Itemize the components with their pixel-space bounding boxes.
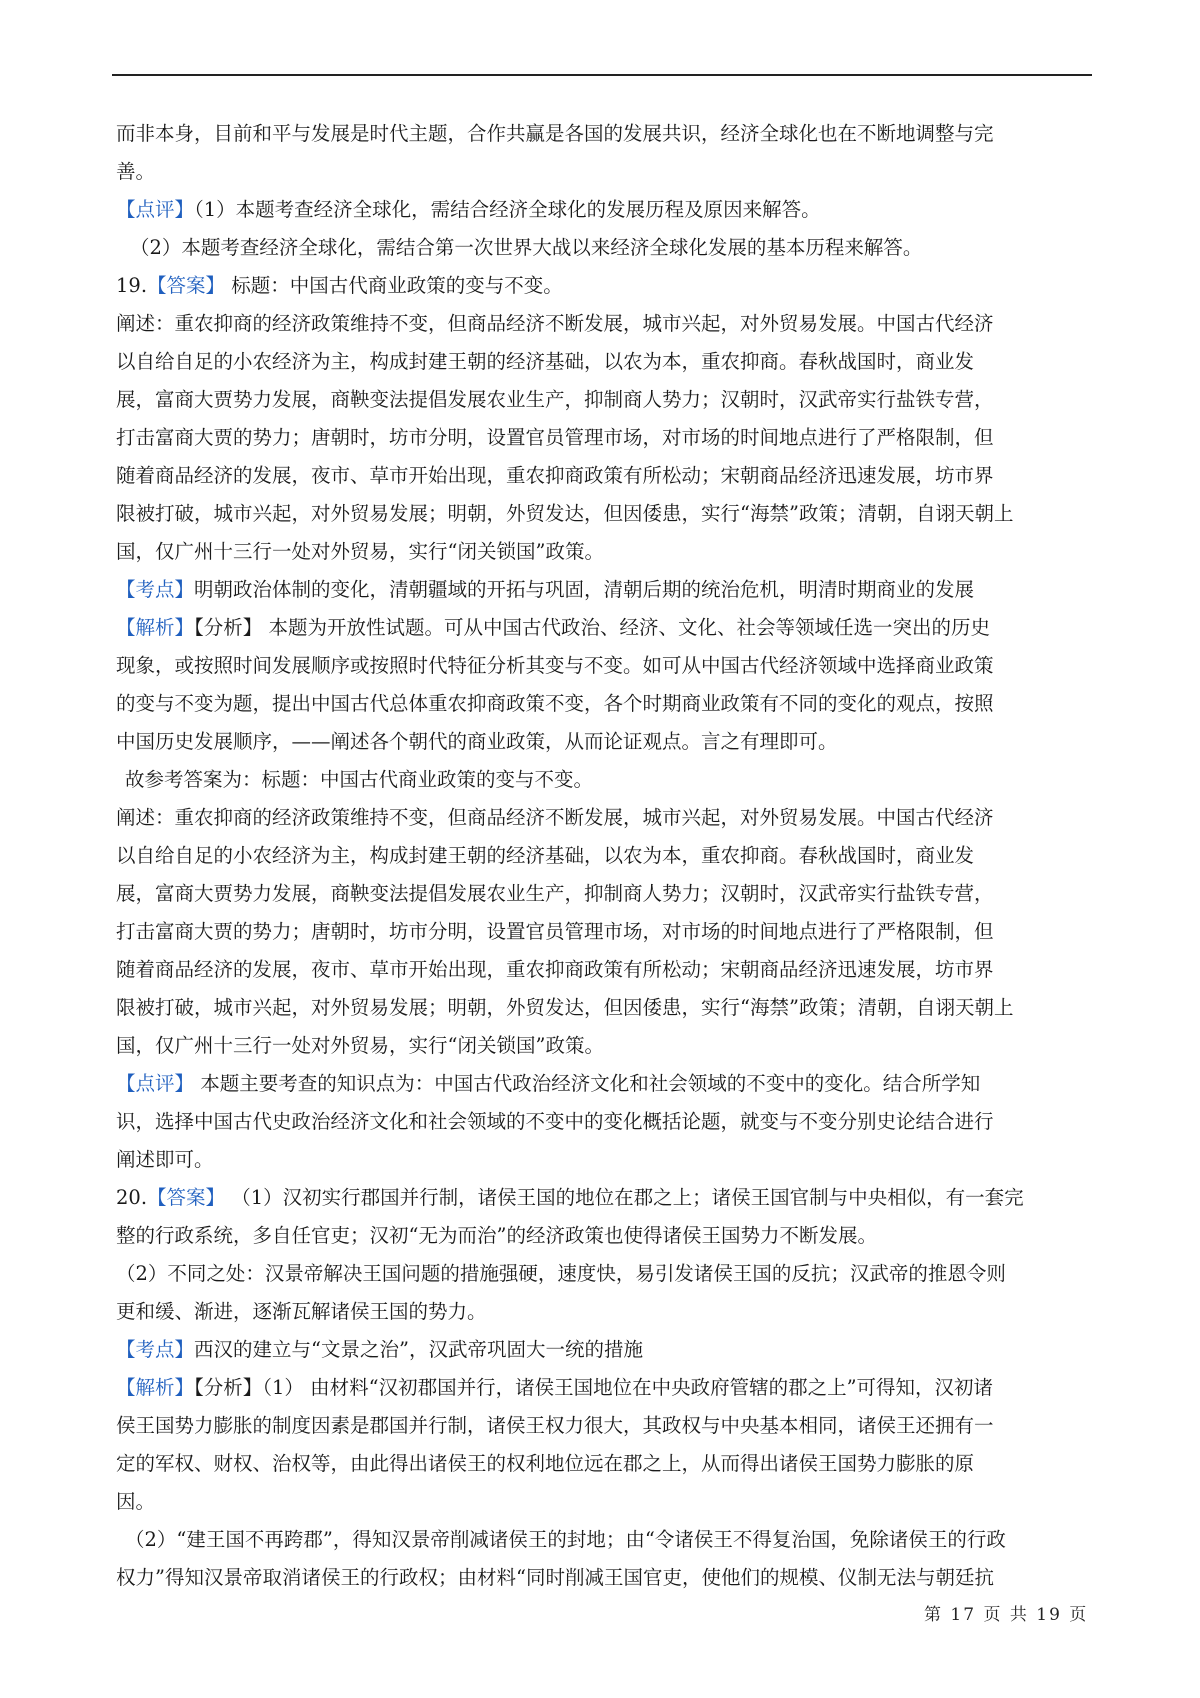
text-line: [116, 1065, 1106, 1103]
text-line: [116, 1369, 1106, 1407]
text-line: 以自给自足的小农经济为主，构成封建王朝的经济基础，以农为本，重农抑商。春秋战国时，商业发: [116, 350, 975, 373]
text-line: 侯王国势力膨胀的制度因素是郡国并行制，诸侯王权力很大，其政权与中央基本相同，诸侯王还拥有一: [116, 1414, 994, 1437]
page-content: [116, 115, 1106, 1597]
text-line: 整的行政系统，多自任官吏；汉初“无为而治”的经济政策也使得诸侯王国势力不断发展。: [116, 1224, 877, 1247]
text-line: 善。: [116, 160, 156, 183]
jiexi-text: 【分析】（1） 由材料“汉初郡国并行，诸侯王国地位在中央政府管辖的郡之上”可得知，汉初诸: [194, 1376, 994, 1399]
kaodian-tag: 【考点】: [116, 1338, 195, 1361]
text-line: 故参考答案为：标题：中国古代商业政策的变与不变。: [125, 768, 594, 791]
question-20-answer: [116, 1179, 1106, 1217]
answer-text: 标题：中国古代商业政策的变与不变。: [225, 274, 563, 297]
text-line: 限被打破，城市兴起，对外贸易发展；明朝，外贸发达，但因倭患，实行“海禁”政策；清朝，自诩天朝上: [116, 502, 1014, 525]
question-number: 19.: [116, 274, 148, 297]
text-line: 更和缓、渐进，逐渐瓦解诸侯王国的势力。: [116, 1300, 487, 1323]
text-line: [116, 1331, 1106, 1369]
comment-tag: 【点评】: [116, 198, 195, 221]
text-line: （2）不同之处：汉景帝解决王国问题的措施强硬，速度快，易引发诸侯王国的反抗；汉武帝的推恩令则: [116, 1262, 1006, 1285]
comment-text: 本题主要考查的知识点为：中国古代政治经济文化和社会领域的不变中的变化。结合所学知: [194, 1072, 981, 1095]
text-line: [116, 609, 1106, 647]
question-19-answer: [116, 267, 1106, 305]
text-line: 阐述：重农抑商的经济政策维持不变，但商品经济不断发展，城市兴起，对外贸易发展。中国古代经济: [116, 806, 994, 829]
answer-text: （1）汉初实行郡国并行制，诸侯王国的地位在郡之上；诸侯王国官制与中央相似，有一套完: [225, 1186, 1024, 1209]
text-line: 中国历史发展顺序，——阐述各个朝代的商业政策，从而论证观点。言之有理即可。: [116, 730, 838, 753]
text-line: 国，仅广州十三行一处对外贸易，实行“闭关锁国”政策。: [116, 540, 604, 563]
text-line: 而非本身，目前和平与发展是时代主题，合作共赢是各国的发展共识，经济全球化也在不断地调整与完: [116, 122, 994, 145]
jiexi-tag: 【解析】: [116, 1376, 195, 1399]
text-line: 打击富商大贾的势力；唐朝时，坊市分明，设置官员管理市场，对市场的时间地点进行了严格限制，但: [116, 920, 994, 943]
jiexi-tag: 【解析】: [116, 616, 195, 639]
text-line: [116, 191, 1106, 229]
text-line: （2）本题考查经济全球化，需结合第一次世界大战以来经济全球化发展的基本历程来解答。: [130, 236, 923, 259]
text-line: 随着商品经济的发展，夜市、草市开始出现，重农抑商政策有所松动；宋朝商品经济迅速发展，坊市界: [116, 464, 994, 487]
text-line: 因。: [116, 1490, 156, 1513]
text-line: 展，富商大贾势力发展，商鞅变法提倡发展农业生产，抑制商人势力；汉朝时，汉武帝实行盐铁专营，: [116, 882, 994, 905]
text-line: 现象，或按照时间发展顺序或按照时代特征分析其变与不变。如可从中国古代经济领域中选择商业政策: [116, 654, 994, 677]
text-line: 权力”得知汉景帝取消诸侯王的行政权；由材料“同时削减王国官吏，使他们的规模、仪制无法与朝廷抗: [116, 1566, 994, 1589]
answer-tag: 【答案】: [147, 274, 226, 297]
page-number: 第 17 页 共 19 页: [924, 1605, 1089, 1625]
text-line: [116, 571, 1106, 609]
text-line: 以自给自足的小农经济为主，构成封建王朝的经济基础，以农为本，重农抑商。春秋战国时，商业发: [116, 844, 975, 867]
text-line: 识，选择中国古代史政治经济文化和社会领域的不变中的变化概括论题，就变与不变分别史论结合进行: [116, 1110, 994, 1133]
text-line: 国，仅广州十三行一处对外贸易，实行“闭关锁国”政策。: [116, 1034, 604, 1057]
text-line: 的变与不变为题，提出中国古代总体重农抑商政策不变，各个时期商业政策有不同的变化的观点，按照: [116, 692, 994, 715]
comment-tag: 【点评】: [116, 1072, 195, 1095]
text-line: 阐述：重农抑商的经济政策维持不变，但商品经济不断发展，城市兴起，对外贸易发展。中国古代经济: [116, 312, 994, 335]
answer-tag: 【答案】: [147, 1186, 226, 1209]
text-line: 展，富商大贾势力发展，商鞅变法提倡发展农业生产，抑制商人势力；汉朝时，汉武帝实行盐铁专营，: [116, 388, 994, 411]
kaodian-text: 西汉的建立与“文景之治”，汉武帝巩固大一统的措施: [194, 1338, 643, 1361]
question-number: 20.: [116, 1186, 148, 1209]
text-line: 定的军权、财权、治权等，由此得出诸侯王的权利地位远在郡之上，从而得出诸侯王国势力膨胀的原: [116, 1452, 975, 1475]
text-line: 阐述即可。: [116, 1148, 214, 1171]
text-line: 打击富商大贾的势力；唐朝时，坊市分明，设置官员管理市场，对市场的时间地点进行了严格限制，但: [116, 426, 994, 449]
header-rule: [112, 74, 1092, 76]
jiexi-text: 【分析】 本题为开放性试题。可从中国古代政治、经济、文化、社会等领域任选一突出的历史: [194, 616, 990, 639]
text-line: 随着商品经济的发展，夜市、草市开始出现，重农抑商政策有所松动；宋朝商品经济迅速发展，坊市界: [116, 958, 994, 981]
kaodian-tag: 【考点】: [116, 578, 195, 601]
kaodian-text: 明朝政治体制的变化，清朝疆域的开拓与巩固，清朝后期的统治危机，明清时期商业的发展: [194, 578, 975, 601]
text-line: （2）“建王国不再跨郡”，得知汉景帝削减诸侯王的封地；由“令诸侯王不得复治国，免除诸侯王的行政: [125, 1528, 1006, 1551]
text-line: 限被打破，城市兴起，对外贸易发展；明朝，外贸发达，但因倭患，实行“海禁”政策；清朝，自诩天朝上: [116, 996, 1014, 1019]
comment-text: （1）本题考查经济全球化，需结合经济全球化的发展历程及原因来解答。: [194, 198, 821, 221]
